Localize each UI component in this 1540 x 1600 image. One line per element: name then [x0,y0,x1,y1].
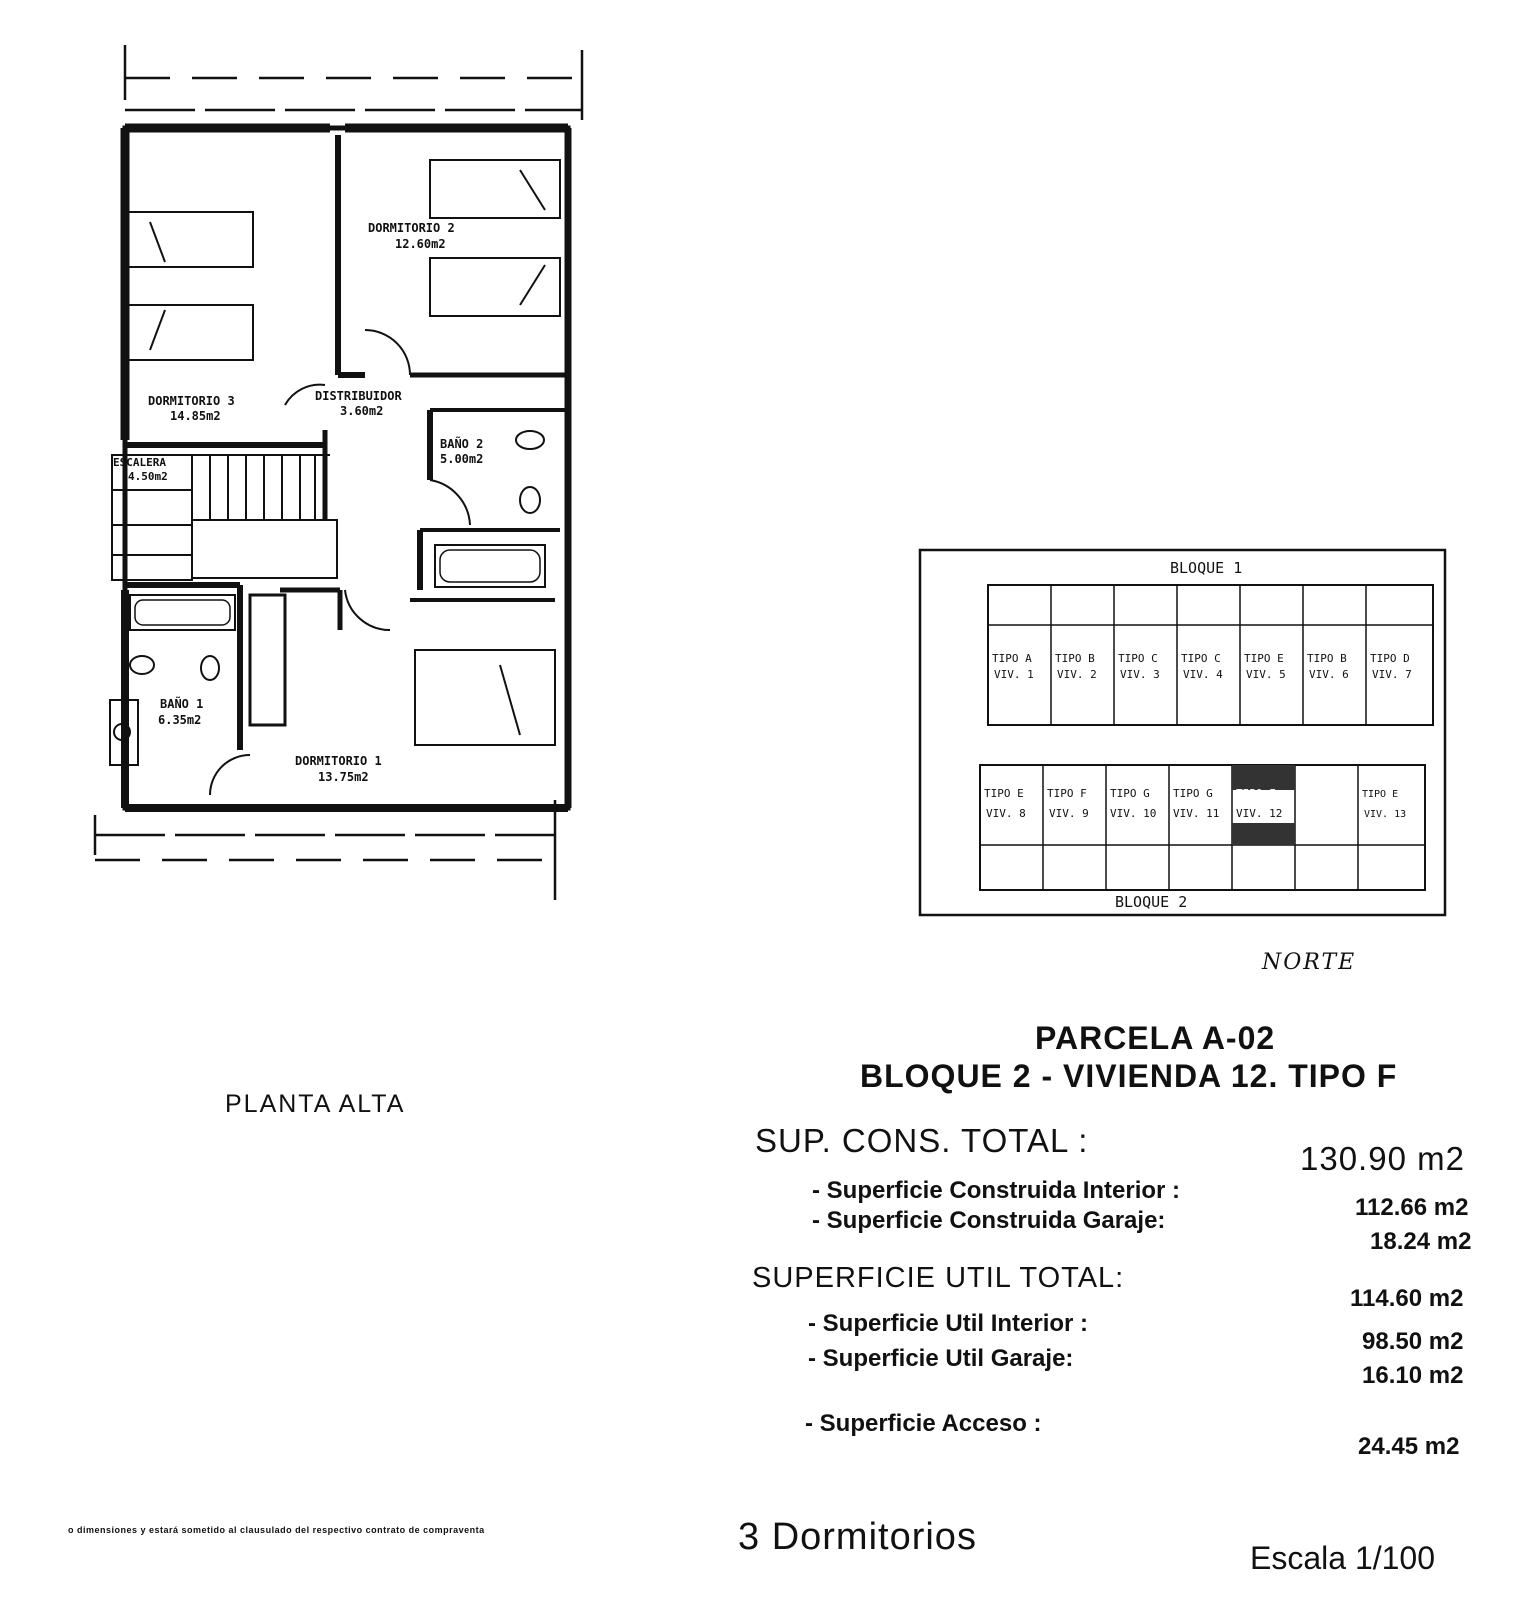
floor-plan [0,0,600,900]
room-name-distribuidor: DISTRIBUIDOR [315,389,402,403]
room-name-dormitorio-1: DORMITORIO 1 [295,754,382,768]
parcela-title: PARCELA A-02 [1035,1020,1276,1056]
site-row2-viv-10: VIV. 10 [1110,807,1157,820]
room-area-dormitorio-2: 12.60m2 [395,237,446,251]
site-row1-viv-2: VIV. 2 [1057,668,1097,681]
sup-util-garaje-value: 16.10 m2 [1362,1362,1464,1389]
site-plan [910,545,1460,945]
site-row1-tipo-1: TIPO A [992,652,1032,665]
sup-cons-interior-value: 112.66 m2 [1355,1194,1469,1221]
sup-cons-total-label: SUP. CONS. TOTAL : [755,1122,1089,1159]
site-row1-viv-5: VIV. 5 [1246,668,1286,681]
sup-acceso-value: 24.45 m2 [1358,1433,1460,1460]
room-area-bano-1: 6.35m2 [158,713,202,727]
site-row1-tipo-5: TIPO E [1244,652,1284,665]
site-row1-tipo-6: TIPO B [1307,652,1347,665]
sup-util-interior-value: 98.50 m2 [1362,1328,1464,1355]
plan-title: PLANTA ALTA [225,1090,406,1118]
room-area-escalera: 4.50m2 [128,470,168,483]
sup-util-total-value: 114.60 m2 [1350,1285,1464,1312]
dormitorios-count: 3 Dormitorios [738,1516,977,1558]
sup-util-garaje-label: - Superficie Util Garaje: [808,1345,1074,1372]
room-name-dormitorio-3: DORMITORIO 3 [148,394,235,408]
room-name-bano-1: BAÑO 1 [160,697,204,711]
room-name-escalera: ESCALERA [113,456,166,469]
site-row2-tipo-12: TIPO F [1236,787,1276,800]
room-area-dormitorio-1: 13.75m2 [318,770,369,784]
site-row1-viv-7: VIV. 7 [1372,668,1412,681]
site-row2-viv-12: VIV. 12 [1236,807,1283,820]
site-row1-viv-1: VIV. 1 [994,668,1034,681]
site-bloque-2: BLOQUE 2 [1115,893,1188,911]
site-row1-tipo-7: TIPO D [1370,652,1410,665]
sup-acceso-label: - Superficie Acceso : [805,1410,1042,1437]
site-bloque-1: BLOQUE 1 [1170,559,1243,577]
site-row1-tipo-4: TIPO C [1181,652,1221,665]
site-row2-viv-11: VIV. 11 [1173,807,1220,820]
sup-cons-garaje-label: - Superficie Construida Garaje: [812,1207,1166,1234]
site-row2-tipo-8: TIPO E [984,787,1024,800]
sup-cons-total-value: 130.90 m2 [1300,1140,1465,1177]
site-row2-viv-8: VIV. 8 [986,807,1026,820]
sup-util-total-label: SUPERFICIE UTIL TOTAL: [752,1262,1125,1294]
site-row2-viv-9: VIV. 9 [1049,807,1089,820]
site-row1-tipo-3: TIPO C [1118,652,1158,665]
site-row1-viv-6: VIV. 6 [1309,668,1349,681]
site-row2-viv-13: VIV. 13 [1364,809,1407,820]
sup-cons-interior-label: - Superficie Construida Interior : [812,1177,1181,1204]
sup-cons-garaje-value: 18.24 m2 [1370,1228,1472,1255]
site-row1-tipo-2: TIPO B [1055,652,1095,665]
escala-label: Escala 1/100 [1250,1540,1436,1576]
room-name-bano-2: BAÑO 2 [440,437,484,451]
room-name-dormitorio-2: DORMITORIO 2 [368,221,455,235]
room-area-distribuidor: 3.60m2 [340,404,384,418]
site-row2-tipo-11: TIPO G [1173,787,1213,800]
room-area-bano-2: 5.00m2 [440,452,484,466]
site-row1-viv-4: VIV. 4 [1183,668,1223,681]
room-area-dormitorio-3: 14.85m2 [170,409,221,423]
north-label: NORTE [1262,950,1357,975]
site-row2-tipo-9: TIPO F [1047,787,1087,800]
bloque-vivienda-title: BLOQUE 2 - VIVIENDA 12. TIPO F [860,1058,1398,1094]
footnote: o dimensiones y estará sometido al clausulado del respectivo contrato de compraventa [68,1525,485,1535]
sup-util-interior-label: - Superficie Util Interior : [808,1310,1089,1337]
site-row2-tipo-13: TIPO E [1362,789,1399,800]
site-row2-tipo-10: TIPO G [1110,787,1150,800]
site-row1-viv-3: VIV. 3 [1120,668,1160,681]
